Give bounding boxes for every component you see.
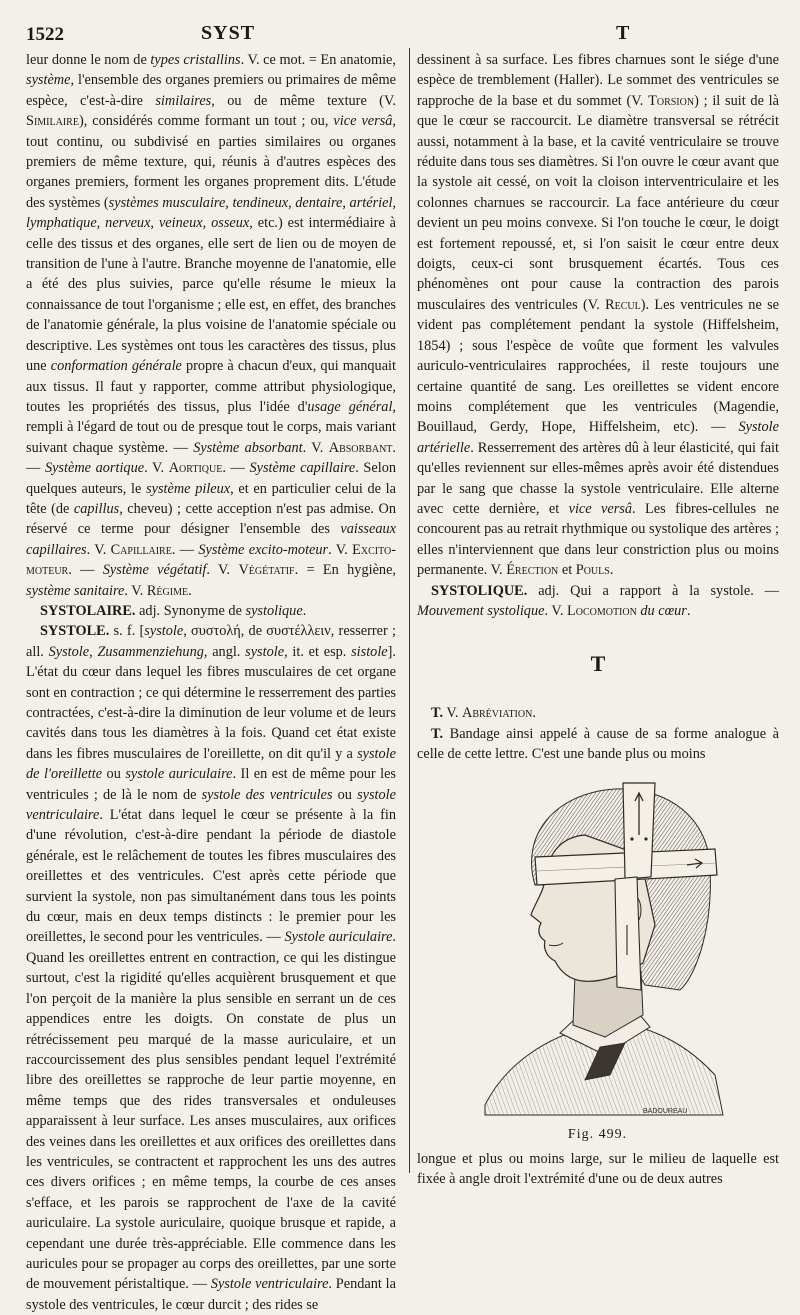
figure-caption: Fig. 499. <box>567 1126 628 1142</box>
page-number: 1522 <box>26 24 64 45</box>
entry-t-abbreviation: T. V. Abréviation. <box>431 705 536 722</box>
headword: SYSTOLAIRE. <box>40 602 136 619</box>
left-running-head: SYST <box>201 22 256 44</box>
column-divider <box>409 48 410 1173</box>
section-letter: T <box>590 651 606 677</box>
entry-systole-continued: dessinent à sa surface. Les fibres charnues sont le siége d'une espèce de tremblement (Haller). Le sommet des ventricules se rapproche de la base et du sommet (V. Torsion) ; il suit de là que le cœur se raccourcit. Le diamètre transversal se rétrécit aussi, notamment à la base, et la cavité ventriculaire se trouve réduite dans tous ses diamètres. Si l'on ouvre le cœur avant que la systole ait cessé, on voit la cloison interventriculaire et les colonnes charnues se raccourcir. La face antérieure du cœur devient un peu moins convexe. Si l'on touche le cœur, le doigt est fortement repoussé, et, si l'on saisit le cœur entre deux doigts, ceux-ci sont brusquement écartés. Tous ces phénomènes ont pour cause la contraction des parois musculaires des ventricules (V. Recul). Les ventricules ne se vident pas complétement pendant la systole (Hiffelsheim, 1854) ; sous l'espèce de voûte que forment les valvules auriculo-ventriculaires rapprochées, il reste toujours une certaine quantité de sang. Les oreillettes se vident encore moins complétement que les ventricules (Magendie, Bouillaud, Gerdy, Hope, Hiffelsheim, etc). — Systole artérielle. Resserrement des artères dû à leur élasticité, qui fait qu'elles reviennent sur elles-mêmes après avoir été distendues par le sang que chasse la systole ventriculaire. Elle alterne avec cette dernière, et vice versâ. Les fibres-cellules ne concourent pas au retrait rhythmique ou systolique des artères ; elles n'interviennent que dans leur constriction plus ou moins permanente. V. Érection et Pouls. <box>417 52 779 579</box>
engraver-signature: BADOUREAU <box>643 1107 688 1115</box>
headword: SYSTOLE. <box>40 623 110 640</box>
right-column <box>417 50 779 1189</box>
headword: T. <box>431 705 444 722</box>
entry-t-bandage-continued: longue et plus ou moins large, sur le milieu de laquelle est fixée à angle droit l'extrémité d'une ou de deux autres <box>417 1150 779 1187</box>
entry-systolique: SYSTOLIQUE. adj. Qui a rapport à la systole. — Mouvement systolique. V. Locomotion du cœur. <box>417 582 779 619</box>
headword: SYSTOLIQUE. <box>431 582 528 599</box>
page-header <box>26 20 786 46</box>
entry-t-bandage: T. Bandage ainsi appelé à cause de sa forme analogue à celle de cette lettre. C'est une bande plus ou moins <box>417 725 779 763</box>
entry-systolaire: SYSTOLAIRE. adj. Synonyme de systolique. <box>40 602 307 619</box>
t-bandage-engraving <box>465 775 730 1123</box>
entry-systeme-continued: leur donne le nom de types cristallins. V. ce mot. = En anatomie, système, l'ensemble des organes premiers ou primaires de même espèce, c'est-à-dire similaires, ou de même texture (V. Similaire), considérés comme formant un tout ; ou, vice versâ, tout continu, ou subdivisé en parties similaires ou organes premiers de même texture, qui, réunis à d'autres espèces des organes premiers, forment les organes proprement dits. L'étude des systèmes (systèmes musculaire, tendineux, dentaire, artériel, lymphatique, nerveux, veineux, osseux, etc.) est intermédiaire à celle des tissus et des organes, elle sert de lien ou de moyen de transition de l'une à l'autre. Branche moyenne de l'anatomie, elle a été des plus suivies, parce qu'elle résume le mieux la connaissance de tout l'organisme ; elle est, en effet, des branches de l'anatomie générale, la plus voisine de l'anatomie spéciale ou descriptive. Les systèmes ont tous les caractères des tissus, plus une conformation générale propre à chacun d'eux, qui manquait aux tissus. Il faut y rapporter, comme attribut physiologique, toutes les propriétés des tissus, plus l'idée d'usage général, rempli à l'égard de tout ou de presque tout le corps, mais variant suivant chaque système. — Système absorbant. V. Absorbant. — Système aortique. V. Aortique. — Système capillaire. Selon quelques auteurs, le système pileux, et en particulier celui de la tête (de capillus, cheveu) ; cette acception n'est pas admise. On réservé ce terme pour désigner l'ensemble des vaisseaux capillaires. V. Capillaire. — Système excito-moteur. V. Excito-moteur. — Système végétatif. V. Végétatif. = En hygiène, système sanitaire. V. Régime. <box>26 52 397 599</box>
entry-systole: SYSTOLE. s. f. [systole, συστολή, de συστέλλειν, resserrer ; all. Systole, Zusammenziehung, angl. systole, it. et esp. sistole]. L'état du cœur dans lequel les fibres musculaires de cet organe sont en contraction ; ce qui détermine le resserrement des parties contractées, c'est-à-dire la diminution de leur volume et de leurs cavités dans tous les diamètres à la fois. Quand cet état existe dans les fibres musculaires de l'oreillette, on dit qu'il y a systole de l'oreillette ou systole auriculaire. Il en est de même pour les ventricules ; de là le nom de systole des ventricules ou systole ventriculaire. L'état dans lequel le cœur se présente à la fin d'une révolution, c'est-à-dire pendant la période de diastole générale, est le relâchement de toutes les fibres musculaires des oreillettes et des ventricules. C'est après cette période que survient la systole, non pas simultanément dans tous les points du cœur, mais en deux temps distincts : le premier pour les oreillettes, le second pour les ventricules. — Systole auriculaire. Quand les oreillettes entrent en contraction, ce qui les distingue surtout, c'est la rigidité qu'elles acquièrent brusquement et que l'on perçoit de la manière la plus sensible en serrant un de ces appendices entre les doigts. On constate de plus un rétrécissement peu marqué de la masse auriculaire, et un raccourcissement des plus sensibles pendant lequel l'extrémité libre des oreillettes se rapproche de leur partie moyenne, en même temps que des rides transversales et onduleuses apparaissent à leur surface. Les anses musculaires, aux orifices des veines dans les oreillettes et aux orifices des oreillettes dans les ventricules, se contractent et rapprochent les uns des autres ces divers orifices ; en même temps, la courbe de ces anses s'efface, et les parois se rapprochent de l'axe de la cavité auriculaire. La systole auriculaire, quoique brusque et rapide, a cependant une durée très-appréciable. Elle commence dans les auricules pour se propager au corps des oreillettes, par une sorte de mouvement péristaltique. — Systole ventriculaire. Pendant la systole des ventricules, le cœur durcit ; des rides se <box>26 623 397 1313</box>
right-running-head: T <box>616 22 630 44</box>
left-column <box>26 50 396 1315</box>
headword: T. <box>431 725 444 742</box>
figure-t-bandage <box>465 775 730 1143</box>
